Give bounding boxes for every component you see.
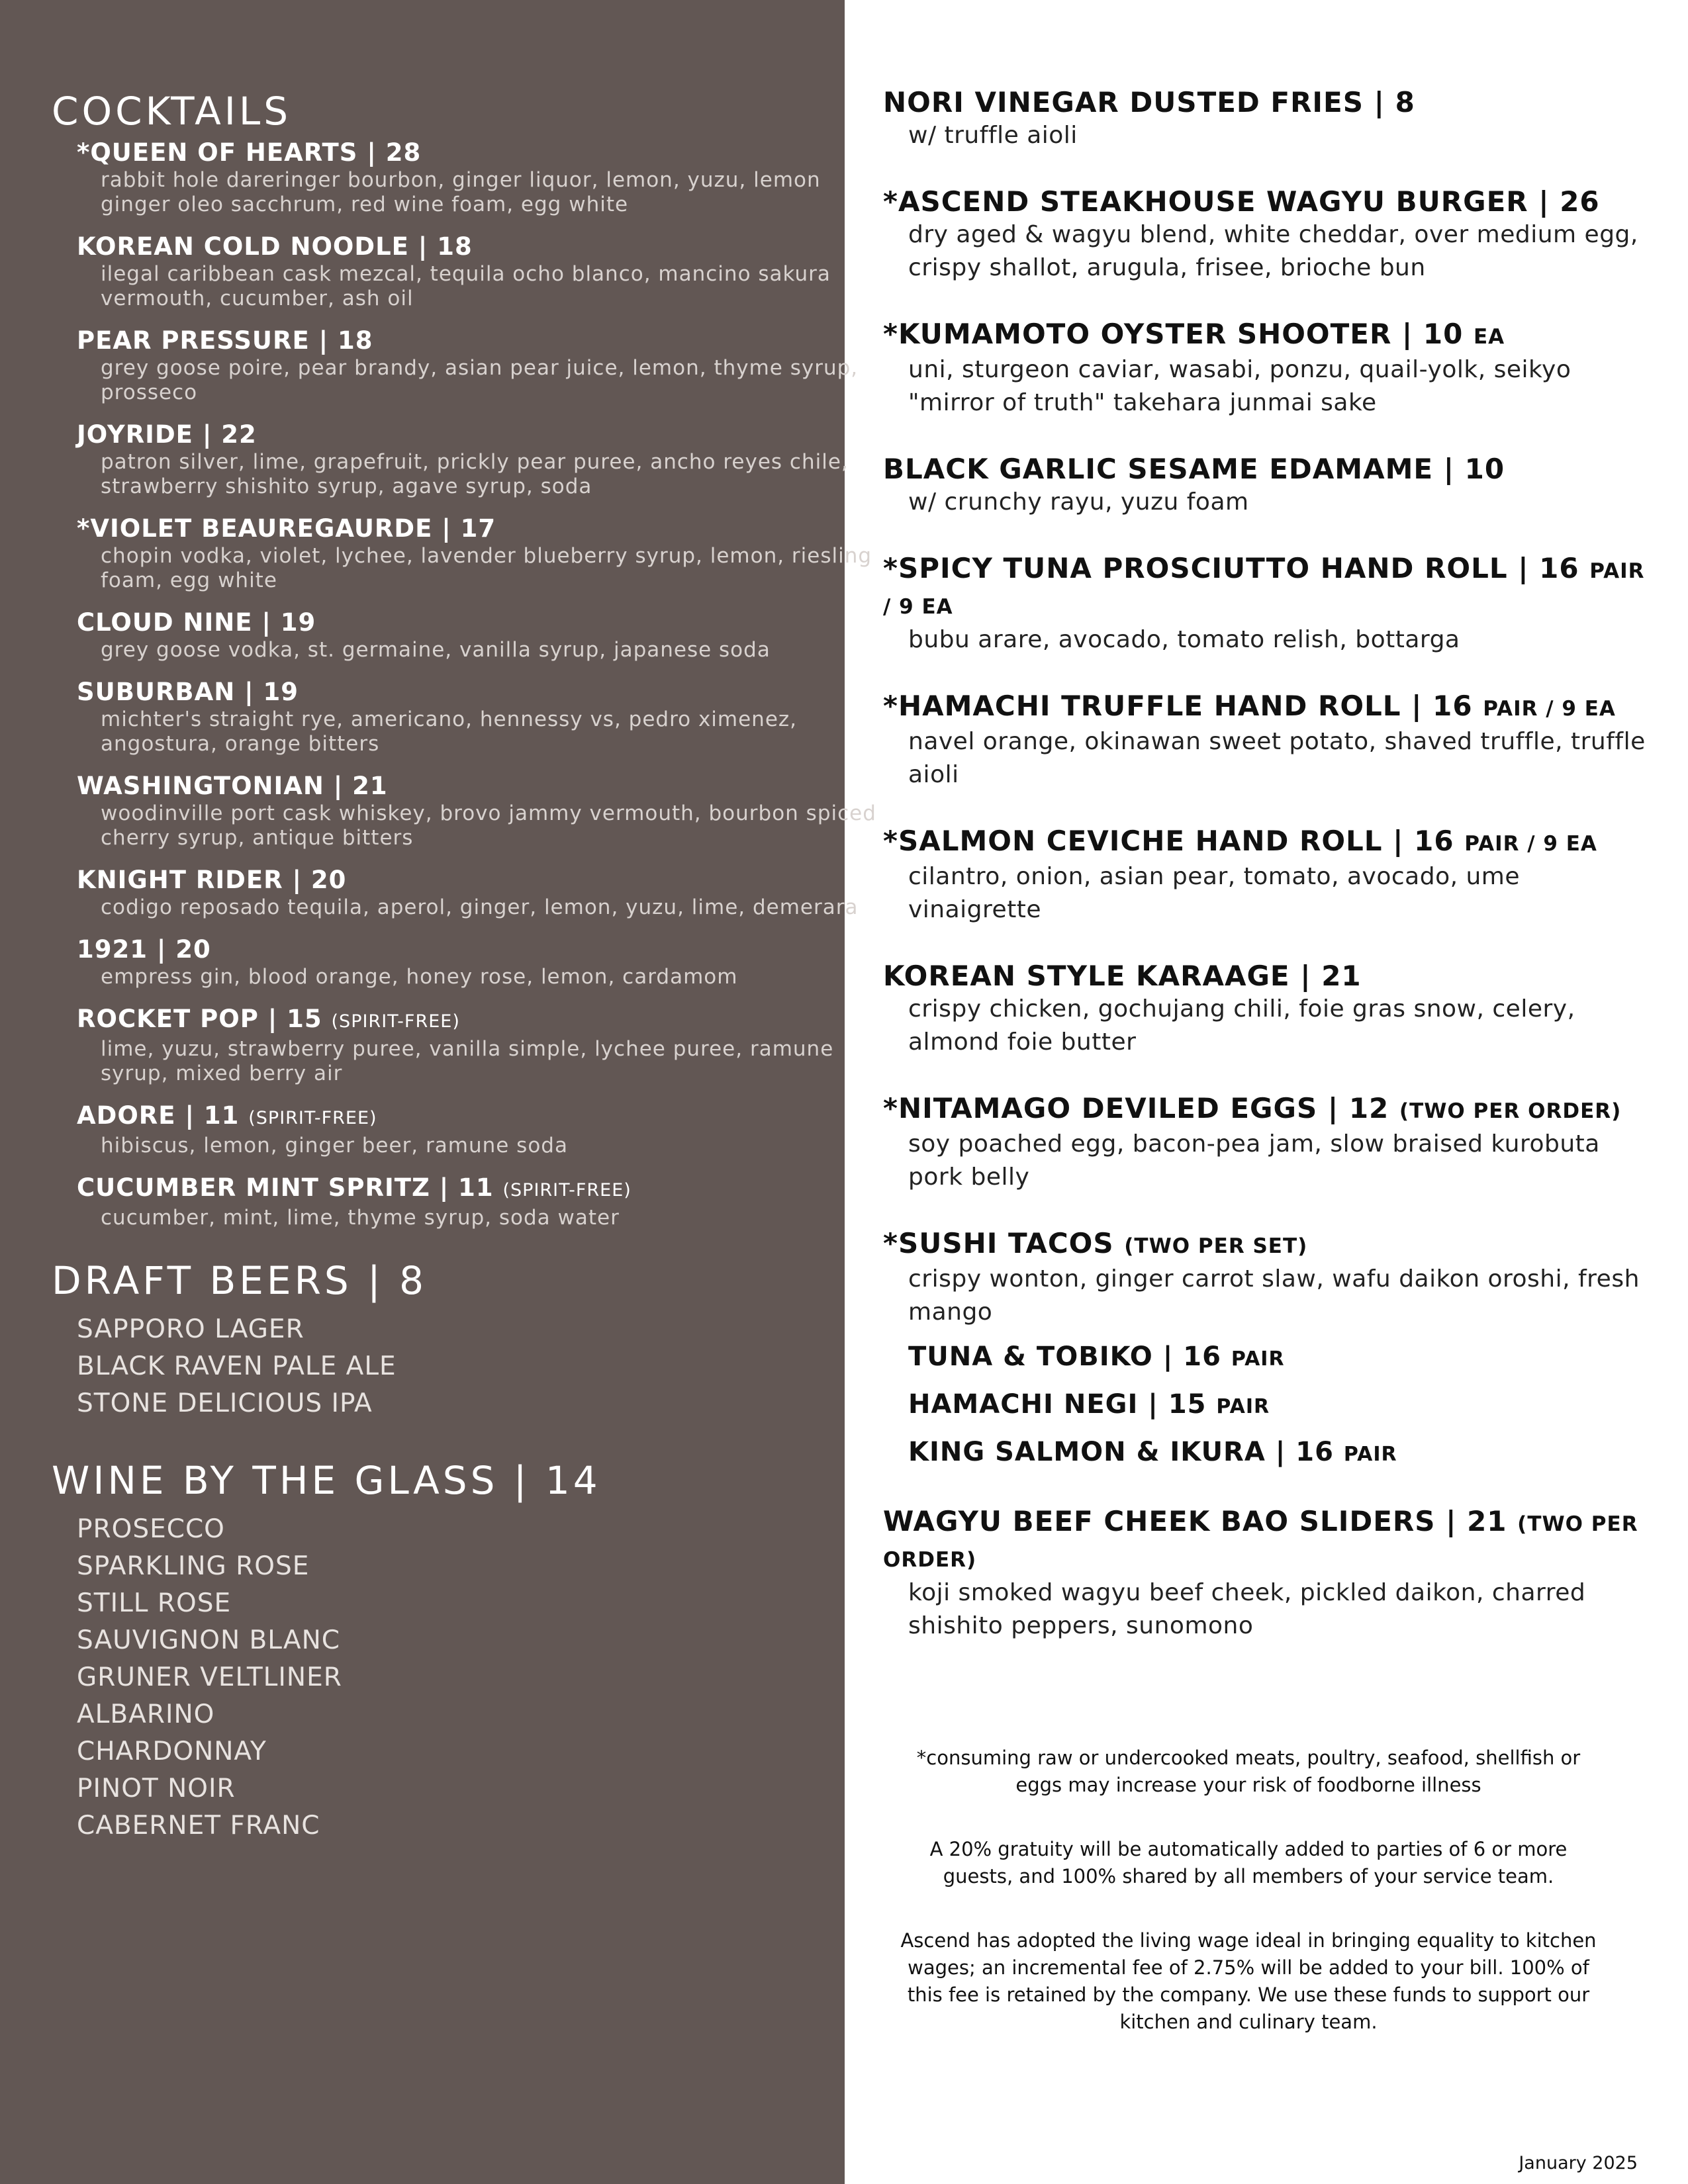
cocktail-item [77,326,859,405]
food-description: bubu arare, avocado, tomato relish, bottarga [908,626,1460,653]
beer-item: SAPPORO LAGER [77,1314,305,1344]
food-item [883,1092,1658,1194]
draft-beer-list [77,1311,845,1422]
cocktail-item [77,1004,845,1086]
food-item [883,690,1658,792]
food-item [883,1505,1658,1643]
cocktail-description: cucumber, mint, lime, thyme syrup, soda water [101,1206,620,1230]
cocktail-name: CUCUMBER MINT SPRITZ | 11 (SPIRIT-FREE) [77,1173,632,1202]
food-name: *HAMACHI TRUFFLE HAND ROLL | 16 PAIR / 9 EA [883,690,1616,722]
wine-item: STILL ROSE [77,1588,232,1618]
notices [898,1745,1599,2073]
food-item [883,318,1658,420]
wine-list [77,1511,845,1844]
price-unit-note: PAIR [1216,1395,1270,1418]
cocktail-item [77,771,876,850]
living-wage-notice: Ascend has adopted the living wage ideal in bringing equality to kitchen wages; an incremental fee of 2.75% will be added to your bill. 100% of this fee is retained by the company. We use these funds to support our kitchen and culinary team. [900,1929,1597,2033]
draft-beers-heading: DRAFT BEERS | 8 [52,1258,428,1303]
wine-item: PROSECCO [77,1514,225,1544]
gratuity-notice: A 20% gratuity will be automatically added to parties of 6 or more guests, and 100% shared by all members of your service team. [929,1838,1568,1888]
raw-food-warning: *consuming raw or undercooked meats, poultry, seafood, shellfish or eggs may increase your risk of foodborne illness [916,1747,1581,1796]
cocktail-item [77,232,845,311]
wine-item: GRUNER VELTLINER [77,1662,342,1692]
price-unit-note: PAIR [1231,1347,1285,1371]
food-description: w/ truffle aioli [908,122,1078,149]
cocktail-description: codigo reposado tequila, aperol, ginger, lemon, yuzu, lime, demerara [101,895,859,919]
food-name: *KUMAMOTO OYSTER SHOOTER | 10 EA [883,318,1505,350]
food-description: w/ crunchy rayu, yuzu foam [908,488,1249,516]
beer-item: BLACK RAVEN PALE ALE [77,1351,397,1381]
taco-option: HAMACHI NEGI | 15 PAIR [908,1389,1270,1420]
cocktail-name: WASHINGTONIAN | 21 [77,772,388,800]
beer-item: STONE DELICIOUS IPA [77,1388,373,1418]
food-item [883,552,1658,657]
food-description: uni, sturgeon caviar, wasabi, ponzu, quail-yolk, seikyo "mirror of truth" takehara junmai sake [908,356,1571,416]
food-item [883,185,1658,285]
price-unit-note: PAIR / 9 EA [1483,697,1616,721]
cocktail-item [77,677,845,756]
food-name: NORI VINEGAR DUSTED FRIES | 8 [883,86,1415,118]
food-description: cilantro, onion, asian pear, tomato, avocado, ume vinaigrette [908,863,1521,923]
cocktail-name: ROCKET POP | 15 (SPIRIT-FREE) [77,1005,460,1033]
spirit-free-note: (SPIRIT-FREE) [331,1011,460,1032]
wine-item: ALBARINO [77,1700,215,1729]
price-unit-note: EA [1473,325,1505,349]
cocktail-name: CLOUD NINE | 19 [77,608,316,637]
food-panel [883,86,1658,1676]
cocktail-description: grey goose poire, pear brandy, asian pear juice, lemon, thyme syrup, prosseco [101,356,859,404]
wine-item: CABERNET FRANC [77,1811,320,1841]
price-unit-note: PAIR [1343,1443,1397,1466]
cocktail-item [77,514,872,593]
cocktail-item [77,865,859,920]
wine-heading: WINE BY THE GLASS | 14 [52,1458,601,1503]
cocktail-description: lime, yuzu, strawberry puree, vanilla simple, lychee puree, ramune syrup, mixed berry air [101,1037,834,1085]
order-note: (TWO PER ORDER) [1399,1099,1622,1123]
food-description: koji smoked wagyu beef cheek, pickled daikon, charred shishito peppers, sunomono [908,1579,1586,1639]
cocktail-description: woodinville port cask whiskey, brovo jammy vermouth, bourbon spiced cherry syrup, antique bitters [101,801,876,850]
sushi-tacos-item [883,1227,1658,1472]
price-unit-note: PAIR / 9 EA [883,559,1645,619]
food-item [883,825,1658,927]
food-description: crispy wonton, ginger carrot slaw, wafu daikon oroshi, fresh mango [908,1265,1640,1326]
food-name: *SALMON CEVICHE HAND ROLL | 16 PAIR / 9 EA [883,825,1597,857]
food-description: dry aged & wagyu blend, white cheddar, over medium egg, crispy shallot, arugula, frisee, brioche bun [908,221,1638,281]
cocktail-description: hibiscus, lemon, ginger beer, ramune soda [101,1134,568,1158]
cocktail-item [77,420,849,499]
cocktail-description: empress gin, blood orange, honey rose, lemon, cardamom [101,965,738,989]
cocktail-item [77,1173,845,1230]
wine-item: CHARDONNAY [77,1737,267,1766]
cocktail-name: KOREAN COLD NOODLE | 18 [77,232,473,261]
food-description: crispy chicken, gochujang chili, foie gras snow, celery, almond foie butter [908,995,1575,1056]
cocktail-name: JOYRIDE | 22 [77,420,257,449]
wine-item: SPARKLING ROSE [77,1551,310,1581]
spirit-free-note: (SPIRIT-FREE) [248,1108,377,1128]
wine-item: PINOT NOIR [77,1774,236,1803]
cocktail-description: grey goose vodka, st. germaine, vanilla syrup, japanese soda [101,638,771,662]
food-name: *SUSHI TACOS (TWO PER SET) [883,1227,1308,1259]
food-name: *ASCEND STEAKHOUSE WAGYU BURGER | 26 [883,185,1600,218]
cocktail-description: chopin vodka, violet, lychee, lavender blueberry syrup, lemon, riesling foam, egg white [101,544,872,592]
wine-item: SAUVIGNON BLANC [77,1625,341,1655]
price-unit-note: PAIR / 9 EA [1464,832,1597,856]
cocktail-name: ADORE | 11 (SPIRIT-FREE) [77,1101,377,1130]
cocktail-description: michter's straight rye, americano, hennessy vs, pedro ximenez, angostura, orange bitters [101,707,798,756]
cocktail-item [77,1101,845,1158]
cocktail-name: *VIOLET BEAUREGAURDE | 17 [77,514,496,543]
order-note: (TWO PER ORDER) [883,1512,1638,1572]
cocktail-item [77,138,845,217]
cocktails-heading: COCKTAILS [52,89,292,134]
food-name: KOREAN STYLE KARAAGE | 21 [883,960,1362,992]
food-name: *SPICY TUNA PROSCIUTTO HAND ROLL | 16 PAIR / 9 EA [883,552,1645,619]
cocktail-description: patron silver, lime, grapefruit, prickly pear puree, ancho reyes chile, strawberry shishito syrup, agave syrup, soda [101,450,849,498]
cocktail-name: KNIGHT RIDER | 20 [77,866,347,894]
cocktail-item [77,608,845,662]
food-name: *NITAMAGO DEVILED EGGS | 12 (TWO PER ORDER) [883,1092,1622,1124]
taco-option: KING SALMON & IKURA | 16 PAIR [908,1437,1397,1467]
cocktail-description: ilegal caribbean cask mezcal, tequila ocho blanco, mancino sakura vermouth, cucumber, ash oil [101,262,831,310]
menu-date: January 2025 [1519,2153,1638,2173]
cocktail-name: *QUEEN OF HEARTS | 28 [77,138,422,167]
food-name: WAGYU BEEF CHEEK BAO SLIDERS | 21 (TWO PER ORDER) [883,1505,1638,1572]
food-description: navel orange, okinawan sweet potato, shaved truffle, truffle aioli [908,728,1646,788]
food-description: soy poached egg, bacon-pea jam, slow braised kurobuta pork belly [908,1130,1600,1191]
food-name: BLACK GARLIC SESAME EDAMAME | 10 [883,453,1505,485]
taco-option: TUNA & TOBIKO | 16 PAIR [908,1342,1285,1372]
food-item [883,960,1658,1059]
cocktail-list [52,138,876,1230]
food-item [883,453,1658,519]
cocktail-item [77,934,845,989]
food-item [883,86,1658,152]
spirit-free-note: (SPIRIT-FREE) [502,1180,632,1201]
cocktail-name: 1921 | 20 [77,935,211,964]
order-note: (TWO PER SET) [1124,1234,1308,1258]
cocktail-name: SUBURBAN | 19 [77,678,299,706]
cocktail-name: PEAR PRESSURE | 18 [77,326,373,355]
cocktail-description: rabbit hole dareringer bourbon, ginger liquor, lemon, yuzu, lemon ginger oleo sacchrum, red wine foam, egg white [101,168,821,216]
